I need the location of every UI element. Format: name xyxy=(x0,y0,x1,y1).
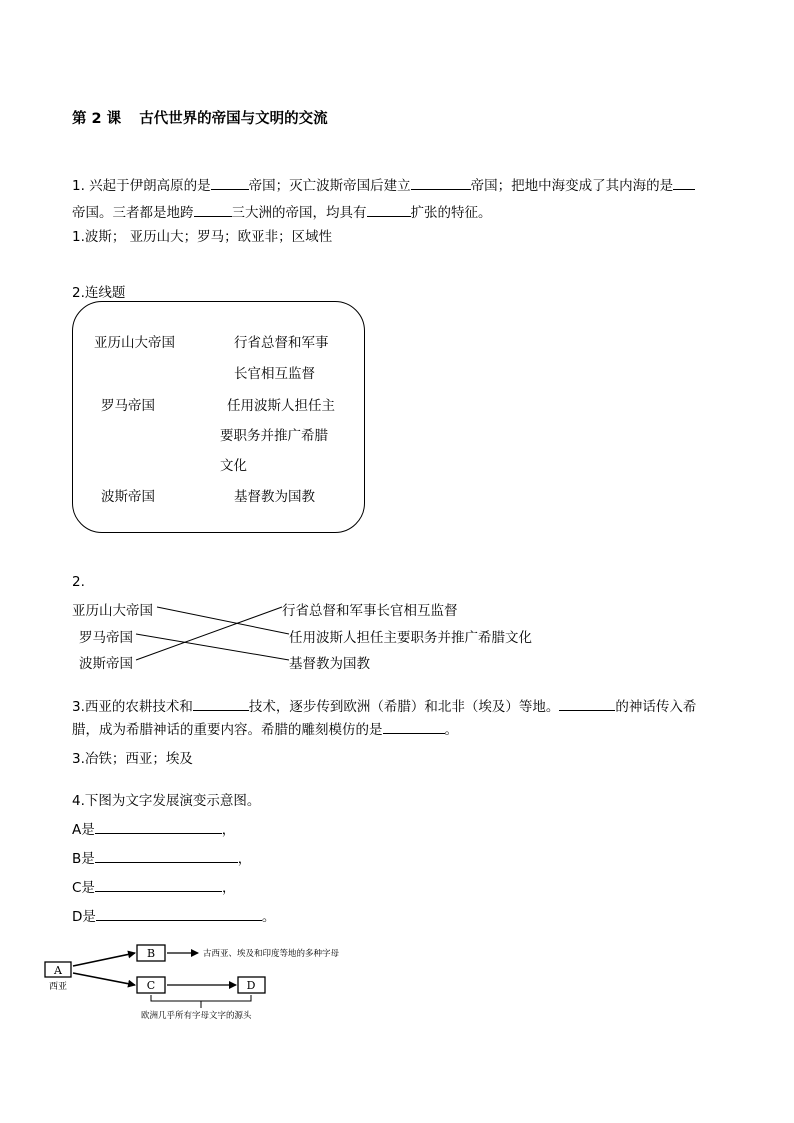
q4-a-line: A是 ， xyxy=(72,822,236,838)
q1-line2: 帝国。三者都是地跨 三大洲的帝国，均具有 扩张的特征。 xyxy=(72,205,492,221)
cd-note: 欧洲几乎所有字母文字的源头 xyxy=(141,1011,252,1021)
lesson-number: 第 2 课 xyxy=(72,111,122,127)
feature-item[interactable]: 基督教为国教 xyxy=(234,489,315,505)
cd-bracket xyxy=(151,995,251,1001)
feature-item[interactable]: 任用波斯人担任主 xyxy=(227,398,335,414)
empire-item[interactable]: 波斯帝国 xyxy=(101,489,155,505)
q1-answer: 1.波斯； 亚历山大；罗马；欧亚非；区域性 xyxy=(72,229,333,245)
box-b-label: B xyxy=(146,947,156,960)
q2-label: 2.连线题 xyxy=(72,285,126,301)
feature-item: 长官相互监督 xyxy=(234,366,315,382)
arrow-a-to-b xyxy=(73,953,135,966)
box-c-label: C xyxy=(146,979,156,992)
empire-item[interactable]: 亚历山大帝国 xyxy=(94,335,175,351)
q3-line2: 腊，成为希腊神话的重要内容。希腊的雕刻模仿的是 。 xyxy=(72,722,458,738)
box-d-label: D xyxy=(246,979,256,992)
feature-item: 文化 xyxy=(220,458,247,474)
west-asia-label: 西亚 xyxy=(48,982,68,992)
answer-empire: 亚历山大帝国 xyxy=(72,603,153,619)
feature-item[interactable]: 行省总督和军事 xyxy=(234,335,329,351)
answer-empire: 波斯帝国 xyxy=(79,656,133,672)
q3-line1: 3.西亚的农耕技术和 技术，逐步传到欧洲（希腊）和北非（埃及）等地。 的神话传入希 xyxy=(72,699,697,715)
q3-answer: 3.冶铁；西亚；埃及 xyxy=(72,751,193,767)
q4-b-line: B是 ， xyxy=(72,851,252,867)
empire-item[interactable]: 罗马帝国 xyxy=(101,398,155,414)
lesson-name: 古代世界的帝国与文明的交流 xyxy=(139,111,328,127)
answer-feature: 基督教为国教 xyxy=(289,656,370,672)
answer-feature: 任用波斯人担任主要职务并推广希腊文化 xyxy=(289,630,532,646)
box-a-label: A xyxy=(54,964,62,977)
arrow-a-to-c xyxy=(73,973,135,985)
feature-item: 要职务并推广希腊 xyxy=(220,428,328,444)
q1-line1: 1. 兴起于伊朗高原的是 帝国；灭亡波斯帝国后建立 帝国；把地中海变成了其内海的是 xyxy=(72,174,695,194)
b-note: 古西亚、埃及和印度等地的多种字母 xyxy=(203,949,340,959)
answer-empire: 罗马帝国 xyxy=(79,630,133,646)
q2-answer-label: 2. xyxy=(72,574,85,590)
answer-feature: 行省总督和军事长官相互监督 xyxy=(282,603,458,619)
q4-c-line: C是 ， xyxy=(72,880,236,896)
q4-d-line: D是 。 xyxy=(72,909,276,925)
q4-label: 4.下图为文字发展演变示意图。 xyxy=(72,793,261,809)
